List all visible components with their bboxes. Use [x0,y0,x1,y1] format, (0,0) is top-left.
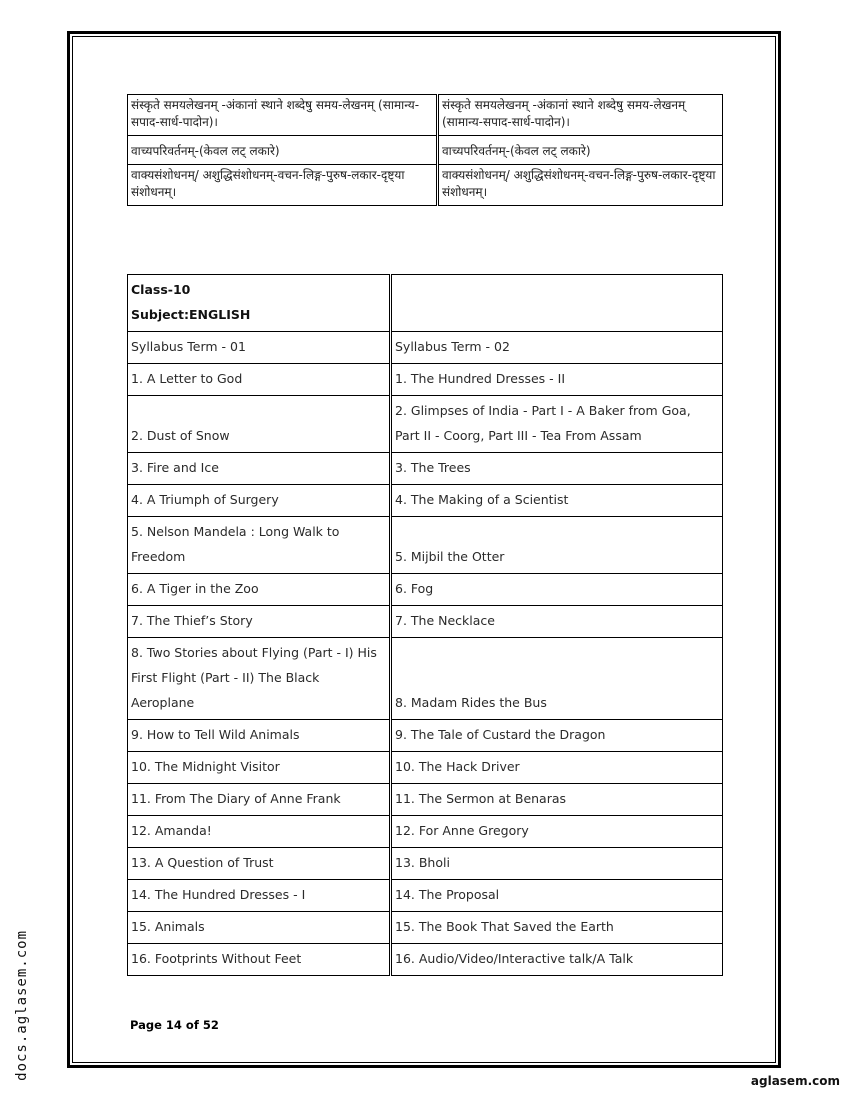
term2-heading: Syllabus Term - 02 [391,332,723,364]
class-label: Class-10 [131,282,191,297]
term1-cell: 1. A Letter to God [128,364,391,396]
term1-cell: 5. Nelson Mandela : Long Walk to Freedom [128,517,391,574]
table-row [128,944,723,976]
table-row [128,364,723,396]
table-cell: वाक्यसंशोधनम्/ अशुद्धिसंशोधनम्-वचन-लिङ्ग-पुरुष-लकार-दृष्ट्या संशोधनम्। [438,165,723,206]
english-syllabus-table [127,274,723,976]
term2-cell: 3. The Trees [391,453,723,485]
class-subject-cell [128,275,391,332]
table-row [128,848,723,880]
table-row [128,574,723,606]
table-row [128,396,723,453]
term2-cell: 6. Fog [391,574,723,606]
term1-cell: 14. The Hundred Dresses - I [128,880,391,912]
table-row [128,606,723,638]
term2-cell: 11. The Sermon at Benaras [391,784,723,816]
term2-cell: 1. The Hundred Dresses - II [391,364,723,396]
term2-cell: 16. Audio/Video/Interactive talk/A Talk [391,944,723,976]
brand-label: aglasem.com [750,1074,840,1088]
term1-cell: 16. Footprints Without Feet [128,944,391,976]
table-row [128,816,723,848]
term2-cell: 7. The Necklace [391,606,723,638]
term2-cell: 13. Bholi [391,848,723,880]
table-cell: संस्कृते समयलेखनम् -अंकानां स्थाने शब्देषु समय-लेखनम् (सामान्य-सपाद-सार्ध-पादोन)। [128,95,438,136]
table-cell: वाच्यपरिवर्तनम्-(केवल लट् लकारे) [438,136,723,165]
sanskrit-syllabus-table [127,94,723,206]
term1-cell: 3. Fire and Ice [128,453,391,485]
subject-label: Subject:ENGLISH [131,307,251,322]
term1-cell: 15. Animals [128,912,391,944]
term1-cell: 13. A Question of Trust [128,848,391,880]
term2-cell: 8. Madam Rides the Bus [391,638,723,720]
table-cell: वाक्यसंशोधनम्/ अशुद्धिसंशोधनम्-वचन-लिङ्ग-पुरुष-लकार-दृष्ट्या संशोधनम्। [128,165,438,206]
table-row [128,165,723,206]
table-row [128,638,723,720]
term2-cell: 9. The Tale of Custard the Dragon [391,720,723,752]
table-row [128,517,723,574]
term1-heading: Syllabus Term - 01 [128,332,391,364]
page-number: Page 14 of 52 [130,1018,219,1032]
table-row [128,784,723,816]
term2-cell: 12. For Anne Gregory [391,816,723,848]
term2-cell: 15. The Book That Saved the Earth [391,912,723,944]
term2-cell: 5. Mijbil the Otter [391,517,723,574]
table-row [128,485,723,517]
term1-cell: 7. The Thief’s Story [128,606,391,638]
table-row [128,95,723,136]
term2-cell: 10. The Hack Driver [391,752,723,784]
term1-cell: 12. Amanda! [128,816,391,848]
term2-cell: 14. The Proposal [391,880,723,912]
table-cell: संस्कृते समयलेखनम् -अंकानां स्थाने शब्देषु समय-लेखनम् (सामान्य-सपाद-सार्ध-पादोन)। [438,95,723,136]
table-row [128,332,723,364]
term2-cell: 4. The Making of a Scientist [391,485,723,517]
watermark-url: docs.aglasem.com [14,930,30,1081]
table-header-row [128,275,723,332]
table-row [128,453,723,485]
table-row [128,912,723,944]
term1-cell: 10. The Midnight Visitor [128,752,391,784]
term1-cell: 4. A Triumph of Surgery [128,485,391,517]
table-cell: वाच्यपरिवर्तनम्-(केवल लट् लकारे) [128,136,438,165]
term1-cell: 8. Two Stories about Flying (Part - I) His First Flight (Part - II) The Black Aeroplane [128,638,391,720]
term1-cell: 9. How to Tell Wild Animals [128,720,391,752]
term2-cell: 2. Glimpses of India - Part I - A Baker from Goa, Part II - Coorg, Part III - Tea From Assam [391,396,723,453]
term1-cell: 6. A Tiger in the Zoo [128,574,391,606]
table-row [128,752,723,784]
term1-cell: 11. From The Diary of Anne Frank [128,784,391,816]
table-row [128,136,723,165]
term1-cell: 2. Dust of Snow [128,396,391,453]
table-row [128,720,723,752]
table-row [128,880,723,912]
empty-header-cell [391,275,723,332]
